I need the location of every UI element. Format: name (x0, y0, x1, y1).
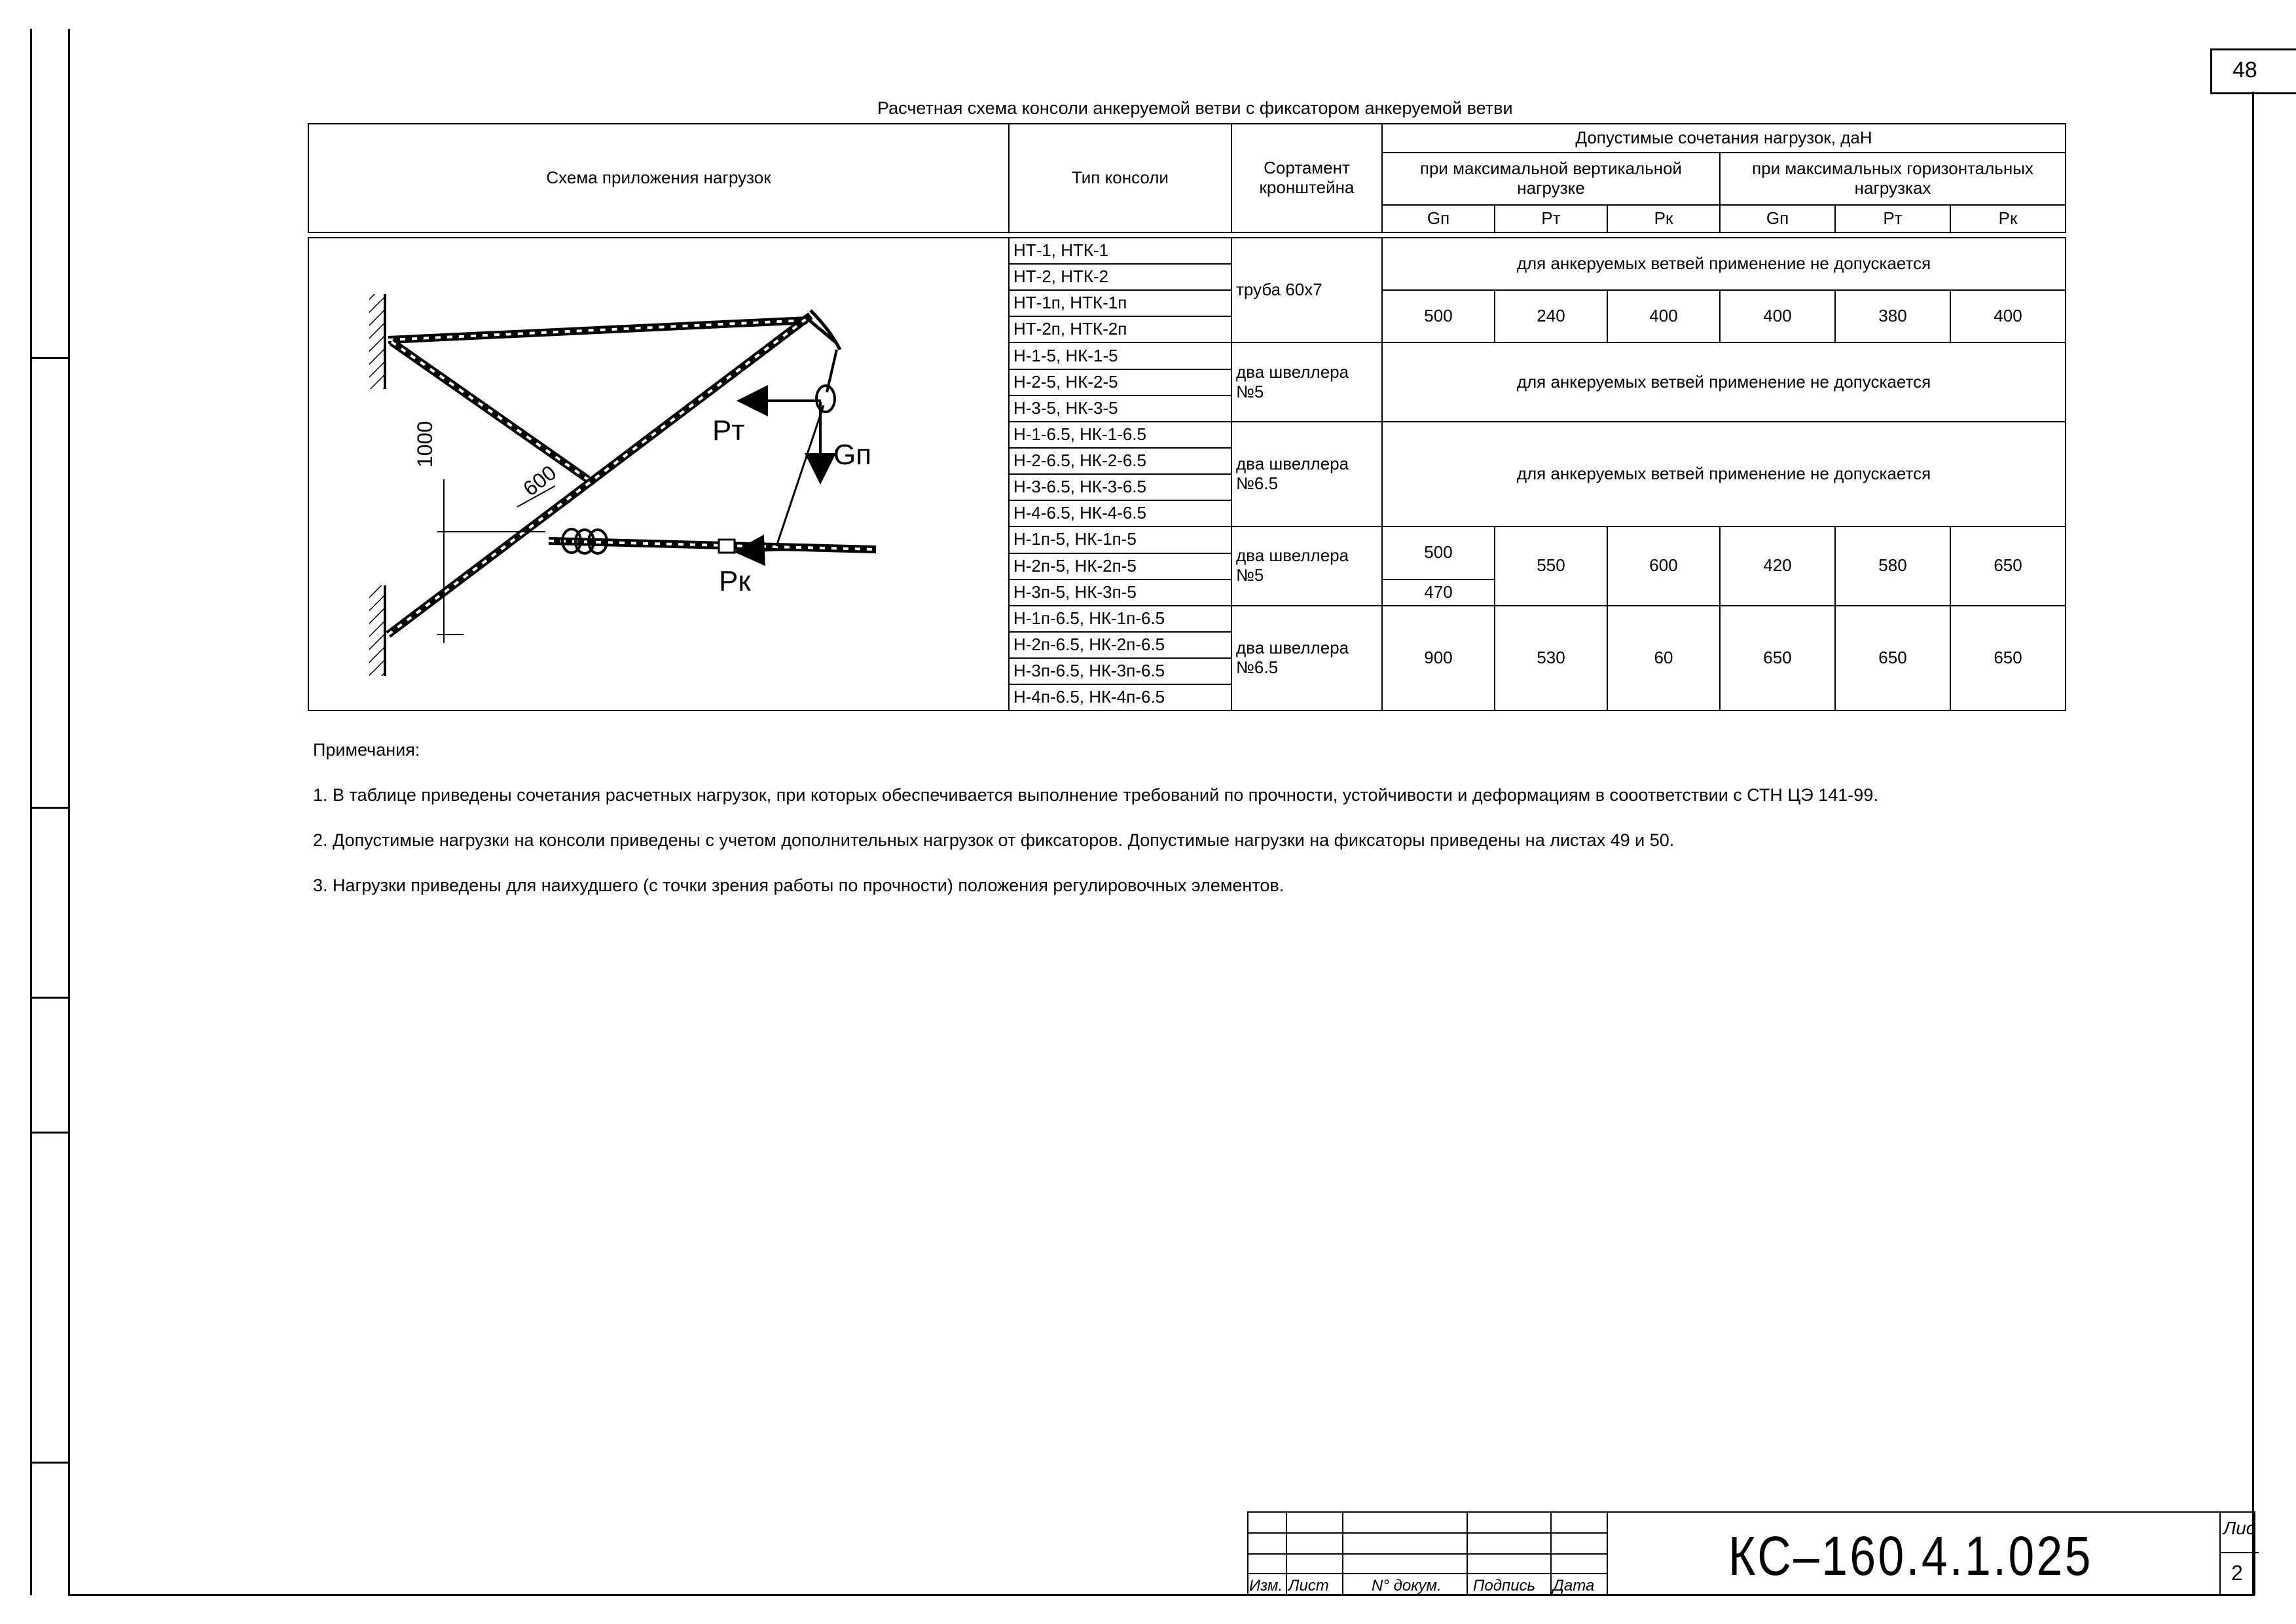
header-console-type: Тип консоли (1009, 124, 1231, 232)
console-type-row: Н-3п-5, НК-3п-5 (1009, 580, 1231, 606)
value-cell: 650 (1950, 606, 2066, 710)
assortment-group-3: два швеллера №6.5 (1231, 422, 1382, 526)
header-allowed-loads: Допустимые сочетания нагрузок, даН (1382, 124, 2066, 153)
console-type-row: Н-3-6.5, НК-3-6.5 (1009, 474, 1231, 500)
wall-upper (369, 294, 385, 389)
frame-tick (31, 1462, 68, 1464)
title-block-line (1342, 1511, 1343, 1595)
title-block-line (2219, 1552, 2259, 1553)
value-cell: 400 (1607, 290, 1720, 342)
dim-1000-label: 1000 (413, 420, 437, 468)
loads-table (308, 123, 2066, 711)
title-block-label-sign: Подпись (1473, 1577, 1536, 1595)
dim-600-label: 600 (519, 460, 561, 501)
console-type-row: Н-3п-6.5, НК-3п-6.5 (1009, 658, 1231, 684)
value-cell: 650 (1835, 606, 1950, 710)
title-block-label-izm: Изм. (1249, 1577, 1283, 1595)
sheet-number: 2 (2231, 1561, 2243, 1585)
value-cell: 60 (1607, 606, 1720, 710)
console-type-row: Н-1-6.5, НК-1-6.5 (1009, 422, 1231, 448)
title-block-line (1550, 1511, 1552, 1595)
document-code: КС–160.4.1.025 (1728, 1525, 2093, 1587)
console-type-row: НТ-1, НТК-1 (1009, 238, 1231, 264)
frame-tick (31, 807, 68, 809)
title-block-line (1247, 1532, 1607, 1534)
value-cell: 650 (1720, 606, 1835, 710)
header-scheme: Схема приложения нагрузок (308, 124, 1009, 232)
note-item: 3. Нагрузки приведены для наихудшего (с точки зрения работы по прочности) положения регулировочных элементов. (313, 876, 1285, 895)
console-type-row: Н-1п-5, НК-1п-5 (1009, 526, 1231, 553)
value-cell: 380 (1835, 290, 1950, 342)
value-cell: 500 (1382, 290, 1495, 342)
wall-lower (369, 585, 385, 676)
frame-left-outer (30, 29, 32, 1595)
console-type-row: Н-2п-5, НК-2п-5 (1009, 553, 1231, 580)
title-block-line (1607, 1511, 1608, 1595)
title-block-line (1247, 1573, 1607, 1574)
value-cell: 420 (1720, 526, 1835, 605)
sheet-title: Расчетная схема консоли анкеруемой ветви с фиксатором анкеруемой ветви (877, 98, 1513, 118)
console-type-row: Н-2п-6.5, НК-2п-6.5 (1009, 632, 1231, 658)
frame-left-inner (68, 29, 70, 1595)
title-block-label-date: Дата (1553, 1577, 1595, 1595)
col-pk-vertical: Рк (1607, 205, 1720, 232)
not-allowed-group-3: для анкеруемых ветвей применение не допускается (1382, 422, 2066, 526)
label-pt: Рт (712, 415, 745, 447)
header-vertical: при максимальной вертикальной нагрузке (1382, 153, 1720, 205)
label-gp: Gп (833, 439, 872, 471)
value-cell: 530 (1495, 606, 1607, 710)
frame-tick (31, 357, 68, 359)
console-type-row: Н-2-6.5, НК-2-6.5 (1009, 448, 1231, 474)
assortment-group-4: два швеллера №5 (1231, 526, 1382, 605)
value-cell: 240 (1495, 290, 1607, 342)
title-block-label-doc: N° докум. (1372, 1577, 1442, 1595)
console-type-row: Н-3-5, НК-3-5 (1009, 396, 1231, 422)
not-allowed-group-2: для анкеруемых ветвей применение не допускается (1382, 342, 2066, 421)
title-block-line (1286, 1511, 1287, 1595)
not-allowed-group-1: для анкеруемых ветвей применение не допускается (1382, 238, 2066, 290)
notes-section (313, 741, 1878, 922)
console-type-row: Н-4п-6.5, НК-4п-6.5 (1009, 684, 1231, 710)
frame-tick (31, 997, 68, 999)
console-type-row: НТ-1п, НТК-1п (1009, 290, 1231, 316)
load-scheme-diagram (313, 238, 1009, 710)
frame-right (2252, 92, 2254, 1595)
value-cell: 400 (1720, 290, 1835, 342)
value-cell: 400 (1950, 290, 2066, 342)
value-cell: 650 (1950, 526, 2066, 605)
sheet-label: Лис (2223, 1518, 2255, 1538)
console-type-row: Н-1-5, НК-1-5 (1009, 342, 1231, 369)
console-type-row: Н-2-5, НК-2-5 (1009, 369, 1231, 396)
console-type-row: Н-1п-6.5, НК-1п-6.5 (1009, 606, 1231, 632)
frame-tick (31, 1132, 68, 1134)
console-type-row: НТ-2, НТК-2 (1009, 264, 1231, 290)
corner-page-number: 48 (2232, 58, 2257, 83)
note-item: 1. В таблице приведены сочетания расчетных нагрузок, при которых обеспечивается выполнение требований по прочности, устойчивости и деформациям в сооответствии с СТН ЦЭ 141-99. (313, 785, 1878, 805)
col-pt-horizontal: Рт (1835, 205, 1950, 232)
value-cell: 500 (1382, 526, 1495, 579)
load-scheme-cell (308, 238, 1009, 710)
title-block-line (2219, 1511, 2221, 1595)
assortment-group-5: два швеллера №6.5 (1231, 606, 1382, 710)
title-block-line (1467, 1511, 1468, 1595)
console-type-row: Н-4-6.5, НК-4-6.5 (1009, 500, 1231, 526)
title-block-line (1247, 1553, 1607, 1555)
value-cell: 600 (1607, 526, 1720, 605)
assortment-group-2: два швеллера №5 (1231, 342, 1382, 421)
notes-heading: Примечания: (313, 740, 420, 760)
note-item: 2. Допустимые нагрузки на консоли приведены с учетом дополнительных нагрузок от фиксаторов. Допустимые нагрузки на фиксаторы приведены на листах 49 и 50. (313, 830, 1675, 850)
value-cell: 900 (1382, 606, 1495, 710)
value-cell: 550 (1495, 526, 1607, 605)
console-type-row: НТ-2п, НТК-2п (1009, 316, 1231, 342)
assortment-group-1: труба 60х7 (1231, 238, 1382, 342)
col-gp-vertical: Gп (1382, 205, 1495, 232)
fixator-clamp (719, 540, 735, 553)
header-horizontal: при максимальных горизонтальных нагрузках (1720, 153, 2066, 205)
title-block-label-list: Лист (1288, 1577, 1329, 1595)
col-pt-vertical: Рт (1495, 205, 1607, 232)
label-pk: Рк (719, 565, 751, 597)
col-gp-horizontal: Gп (1720, 205, 1835, 232)
col-pk-horizontal: Рк (1950, 205, 2066, 232)
value-cell: 470 (1382, 580, 1495, 606)
header-assortment: Сортамент кронштейна (1231, 124, 1382, 232)
value-cell: 580 (1835, 526, 1950, 605)
